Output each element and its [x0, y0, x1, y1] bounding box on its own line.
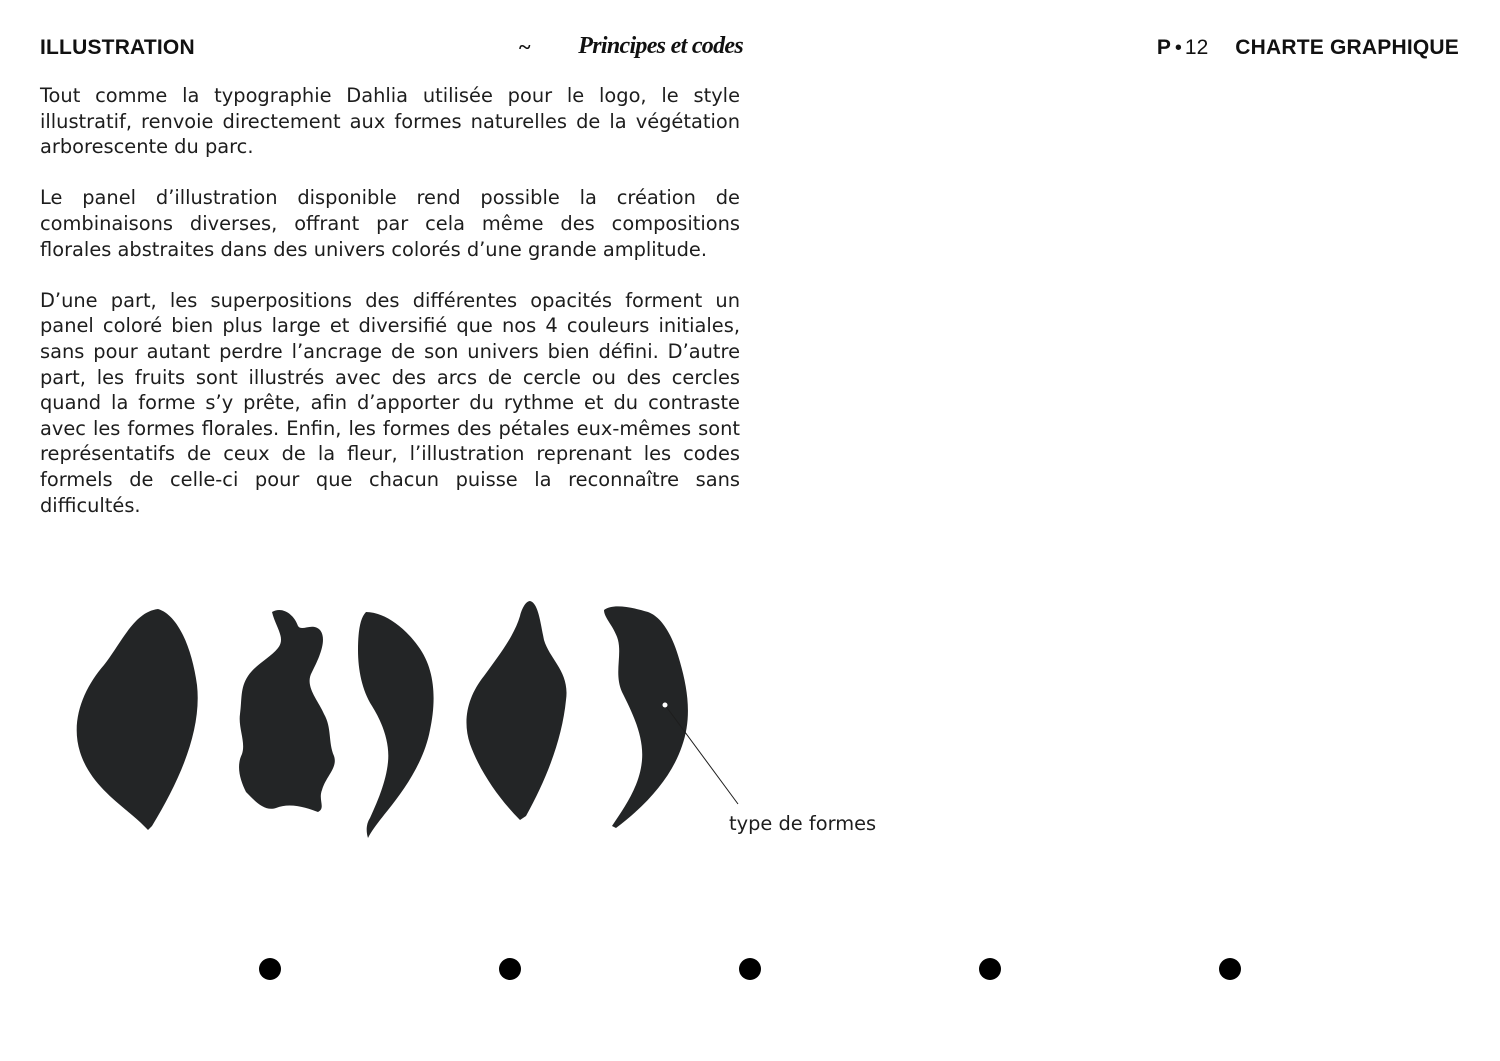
document-title: CHARTE GRAPHIQUE: [1235, 36, 1459, 59]
nav-dot-5: [1219, 958, 1241, 980]
caption-leader-line: [665, 705, 738, 804]
petal-shape-5: [604, 606, 688, 828]
paragraph-details: D’une part, les superpositions des différentes opacités forment un panel coloré bien plus large et diversifié que nos 4 couleurs initiales, sans pour autant perdre l’ancrage de son univers bien défini. D’autre part, les fruits sont illustrés avec des arcs de cercle ou des cercles quand la forme s’y prête, afin d’apporter du rythme et du contraste avec les formes florales. Enfin, les formes des pétales eux-mêmes sont représentatifs de ceux de la fleur, l’illustration reprenant les codes formels de celle-ci pour que chacun puisse la reconnaître sans difficultés.: [40, 288, 740, 517]
illustration-caption: type de formes: [729, 812, 877, 835]
paragraph-intro: Tout comme la typographie Dahlia utilisée pour le logo, le style illustratif, renvoie directement aux formes naturelles de la végétation arborescente du parc.: [40, 84, 740, 159]
nav-dot-4: [979, 958, 1001, 980]
petal-shape-4: [466, 601, 566, 820]
nav-dot-3: [739, 958, 761, 980]
header-separator: ~: [519, 34, 531, 59]
caption-leader-dot: [663, 703, 668, 708]
page-prefix: P: [1156, 36, 1171, 59]
page-number: 12: [1184, 36, 1209, 59]
petal-shape-1: [77, 609, 198, 830]
nav-dot-1: [259, 958, 281, 980]
paragraph-panel: Le panel d’illustration disponible rend possible la création de combinaisons diverses, offrant par cela même des compositions florales abstraites dans des univers colorés d’une grande amplitude.: [40, 186, 740, 261]
body-text: [40, 83, 740, 544]
nav-dot-2: [499, 958, 521, 980]
page-header-right: [1157, 36, 1459, 60]
subsection-title: Principes et codes: [578, 33, 743, 59]
petal-shape-3: [358, 612, 434, 838]
petal-shape-2: [239, 610, 335, 812]
section-title: ILLUSTRATION: [40, 36, 195, 59]
page-bullet: •: [1174, 37, 1182, 59]
